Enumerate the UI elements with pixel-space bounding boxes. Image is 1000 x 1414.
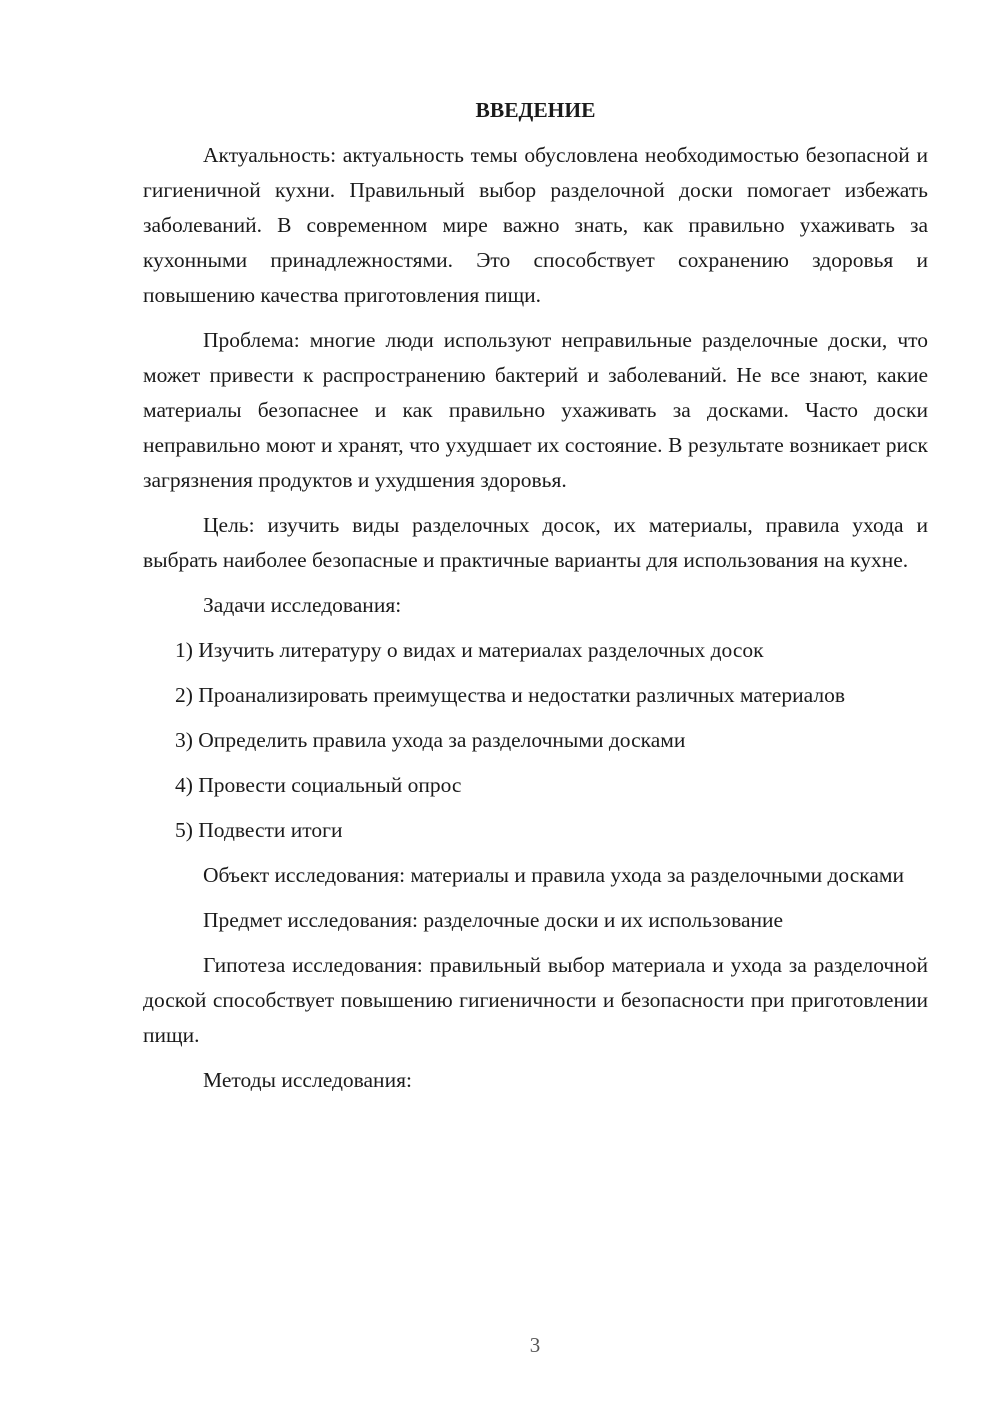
task-item-4: 4) Провести социальный опрос	[175, 773, 462, 797]
tasks-heading: Задачи исследования:	[203, 593, 402, 617]
task-item-2: 2) Проанализировать преимущества и недостатки различных материалов	[175, 683, 845, 707]
problem-paragraph: Проблема: многие люди используют неправильные разделочные доски, что может привести к распространению бактерий и заболеваний. Не все знают, какие материалы безопаснее и как правильно ухаживать за досками. Часто доски неправильно моют и хранят, что ухудшает их состояние. В результате возникает риск загрязнения продуктов и ухудшения здоровья.	[143, 328, 928, 492]
task-item-3: 3) Определить правила ухода за разделочными досками	[175, 728, 686, 752]
subject-paragraph: Предмет исследования: разделочные доски и их использование	[203, 908, 784, 932]
hypothesis-paragraph: Гипотеза исследования: правильный выбор материала и ухода за разделочной доской способствует повышению гигиеничности и безопасности при приготовлении пищи.	[143, 953, 928, 1047]
page-title: ВВЕДЕНИЕ	[475, 98, 596, 122]
page-number: 3	[529, 1333, 541, 1357]
relevance-paragraph: Актуальность: актуальность темы обусловлена необходимостью безопасной и гигиеничной кухни. Правильный выбор разделочной доски помогает избежать заболеваний. В современном мире важно знать, как правильно ухаживать за кухонными принадлежностями. Это способствует сохранению здоровья и повышению качества приготовления пищи.	[143, 143, 928, 307]
methods-heading: Методы исследования:	[203, 1068, 412, 1092]
document-page	[143, 93, 928, 1108]
task-item-5: 5) Подвести итоги	[175, 818, 343, 842]
object-paragraph: Объект исследования: материалы и правила ухода за разделочными досками	[203, 863, 905, 887]
goal-paragraph: Цель: изучить виды разделочных досок, их материалы, правила ухода и выбрать наиболее безопасные и практичные варианты для использования на кухне.	[143, 513, 928, 572]
task-item-1: 1) Изучить литературу о видах и материалах разделочных досок	[175, 638, 764, 662]
